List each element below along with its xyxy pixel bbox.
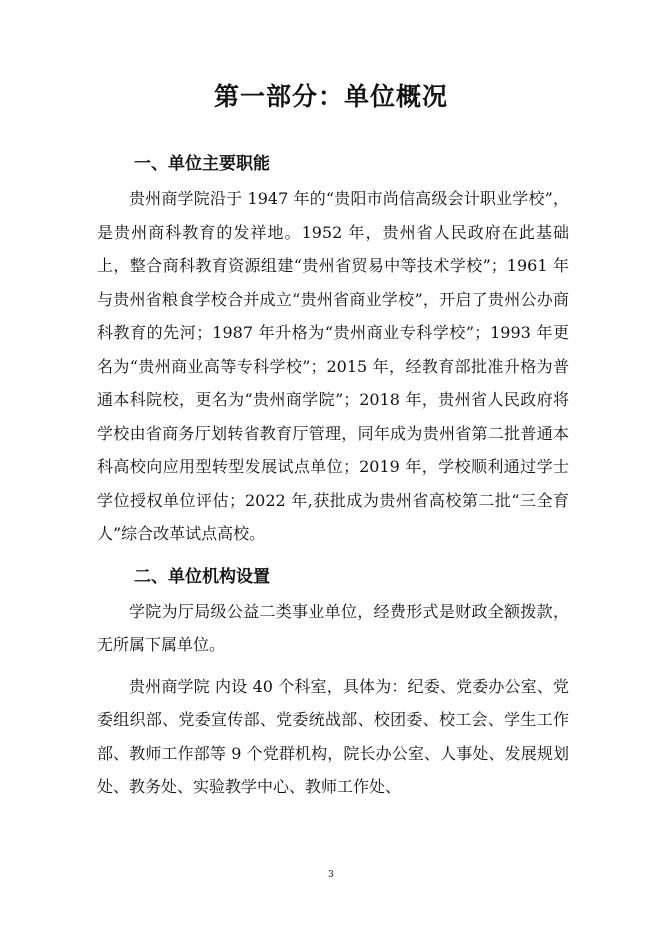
- section-heading-organization: 二、单位机构设置: [134, 566, 270, 587]
- paragraph-unit-type: 学院为厅局级公益二类事业单位，经费形式是财政全额拨款，无所属下属单位。: [97, 601, 569, 654]
- document-body: [97, 146, 569, 804]
- paragraph-history: 贵州商学院沿于 1947 年的“贵阳市尚信高级会计职业学校”，是贵州商科教育的发祥地。1952 年，贵州省人民政府在此基础上，整合商科教育资源组建“贵州省贸易中等技术学校”；1961 年与贵州省粮食学校合并成立“贵州省商业学校”，开启了贵州公办商科教育的先河；1987 年升格为“贵州商业专科学校”；1993 年更名为“贵州商业高等专科学校”；2015 年，经教育部批准升格为普通本科院校，更名为“贵州商学院”；2018 年，贵州省人民政府将学校由省商务厅划转省教育厅管理，同年成为贵州省第二批普通本科高校向应用型转型发展试点单位；2019 年，学校顺利通过学士学位授权单位评估；2022 年,获批成为贵州省高校第二批“三全育人”综合改革试点高校。: [97, 189, 569, 543]
- paragraph-spacer: [97, 662, 569, 670]
- page-title: 第一部分：单位概况: [213, 82, 448, 111]
- paragraph-departments: 贵州商学院 内设 40 个科室，具体为：纪委、党委办公室、党委组织部、党委宣传部、党委统战部、校团委、校工会、学生工作部、教师工作部等 9 个党群机构，院长办公室、人事处、发展规划处、教务处、实验教学中心、教师工作处、: [97, 676, 569, 796]
- page-number: 3: [328, 870, 334, 880]
- section-heading-functions: 一、单位主要职能: [134, 154, 270, 174]
- section-spacer: [97, 551, 569, 559]
